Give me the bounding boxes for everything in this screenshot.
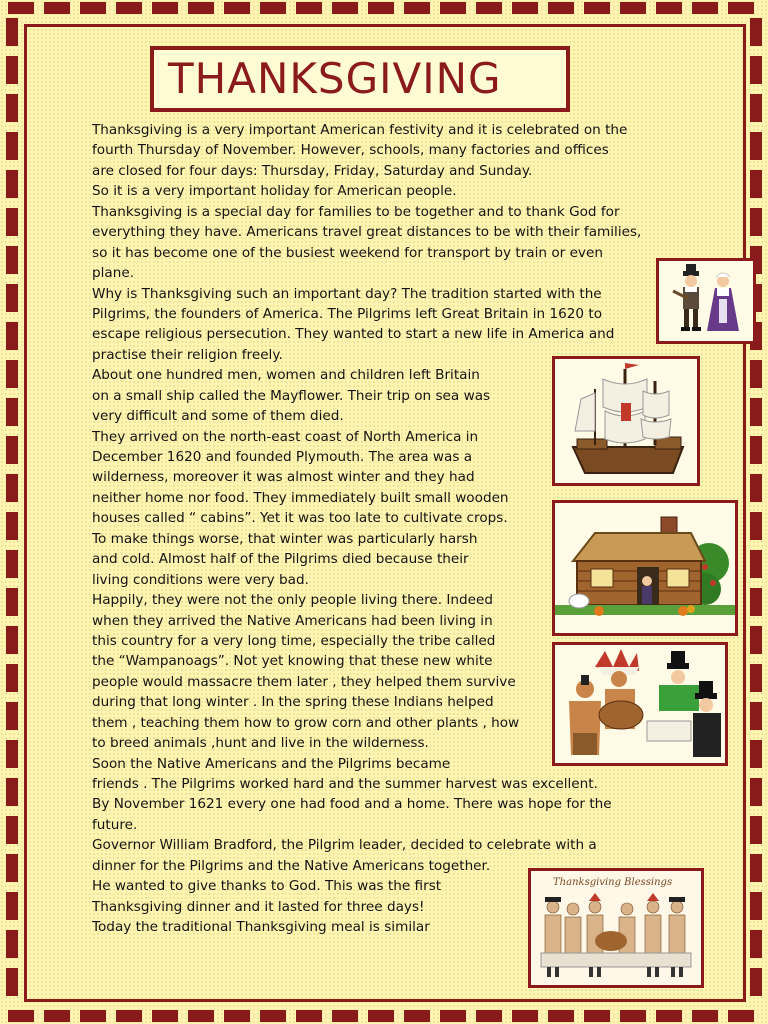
text-line: neither home nor food. They immediately built small wooden	[92, 489, 509, 506]
text-line: so it has become one of the busiest weekend for transport by train or even	[92, 244, 603, 261]
page-border-right	[750, 18, 762, 1006]
text-line: very difficult and some of them died.	[92, 408, 344, 425]
text-line: during that long winter . In the spring these Indians helped	[92, 694, 494, 711]
feast-icon	[555, 645, 725, 763]
log-cabin-picture	[552, 500, 738, 636]
text-line: Thanksgiving dinner and it lasted for three days!	[92, 898, 425, 915]
text-line: December 1620 and founded Plymouth. The area was a	[92, 449, 473, 465]
title-box	[150, 46, 570, 112]
mayflower-picture	[552, 356, 700, 486]
text-line: wilderness, moreover it was almost winter and they had	[92, 469, 475, 486]
page-title: THANKSGIVING	[168, 54, 502, 103]
text-line: Thanksgiving is a special day for families to be together and to thank God for	[92, 203, 620, 220]
text-line: Pilgrims, the founders of America. The Pilgrims left Great Britain in 1620 to	[92, 305, 603, 322]
text-line: future.	[92, 816, 138, 833]
text-line: Happily, they were not the only people living there. Indeed	[92, 592, 494, 609]
log-cabin-icon	[555, 503, 735, 633]
text-line: friends . The Pilgrims worked hard and the summer harvest was excellent.	[92, 776, 598, 792]
text-line: Thanksgiving is a very important American festivity and it is celebrated on the	[92, 122, 628, 138]
text-line: houses called “ cabins”. Yet it was too late to cultivate crops.	[92, 510, 508, 527]
page-border-top	[8, 2, 760, 14]
blessings-caption: Thanksgiving Blessings	[553, 877, 673, 888]
page-border-bottom	[8, 1010, 760, 1022]
text-line: escape religious persecution. They wanted to start a new life in America and	[92, 326, 615, 343]
text-line: people would massacre them later , they helped them survive	[92, 673, 516, 690]
pilgrim-couple-icon	[659, 261, 753, 341]
text-line: Today the traditional Thanksgiving meal is similar	[92, 919, 430, 936]
blessings-group-icon	[531, 871, 701, 985]
text-line: the “Wampanoags”. Not yet knowing that these new white	[92, 653, 493, 670]
text-line: So it is a very important holiday for American people.	[92, 183, 457, 200]
text-line: To make things worse, that winter was particularly harsh	[92, 530, 478, 547]
text-line: on a small ship called the Mayflower. Their trip on sea was	[92, 387, 491, 404]
text-line: Governor William Bradford, the Pilgrim leader, decided to celebrate with a	[92, 837, 597, 854]
text-line: practise their religion freely.	[92, 346, 283, 363]
text-line: when they arrived the Native Americans had been living in	[92, 612, 493, 629]
text-line: this country for a very long time, especially the tribe called	[92, 632, 496, 649]
text-line: Soon the Native Americans and the Pilgrims became	[92, 755, 451, 772]
text-line: to breed animals ,hunt and live in the wilderness.	[92, 735, 429, 752]
text-line: dinner for the Pilgrims and the Native Americans together.	[92, 857, 491, 874]
text-line: living conditions were very bad.	[92, 571, 309, 588]
blessings-picture	[528, 868, 704, 988]
text-line: them , teaching them how to grow corn and other plants , how	[92, 714, 520, 731]
text-line: are closed for four days: Thursday, Friday, Saturday and Sunday.	[92, 162, 533, 179]
text-line: By November 1621 every one had food and a home. There was hope for the	[92, 796, 612, 813]
text-line: fourth Thursday of November. However, schools, many factories and offices	[92, 142, 609, 159]
pilgrim-couple-picture	[656, 258, 756, 344]
text-line: They arrived on the north-east coast of North America in	[92, 428, 479, 445]
mayflower-ship-icon	[555, 359, 697, 483]
page-border-left	[6, 18, 18, 1006]
text-line: He wanted to give thanks to God. This was the first	[92, 878, 442, 895]
text-line: Why is Thanksgiving such an important day? The tradition started with the	[92, 285, 602, 302]
text-line: plane.	[92, 265, 135, 282]
text-line: About one hundred men, women and children left Britain	[92, 367, 480, 384]
feast-picture	[552, 642, 728, 766]
text-line: everything they have. Americans travel great distances to be with their families,	[92, 224, 642, 241]
text-line: and cold. Almost half of the Pilgrims died because their	[92, 551, 469, 568]
